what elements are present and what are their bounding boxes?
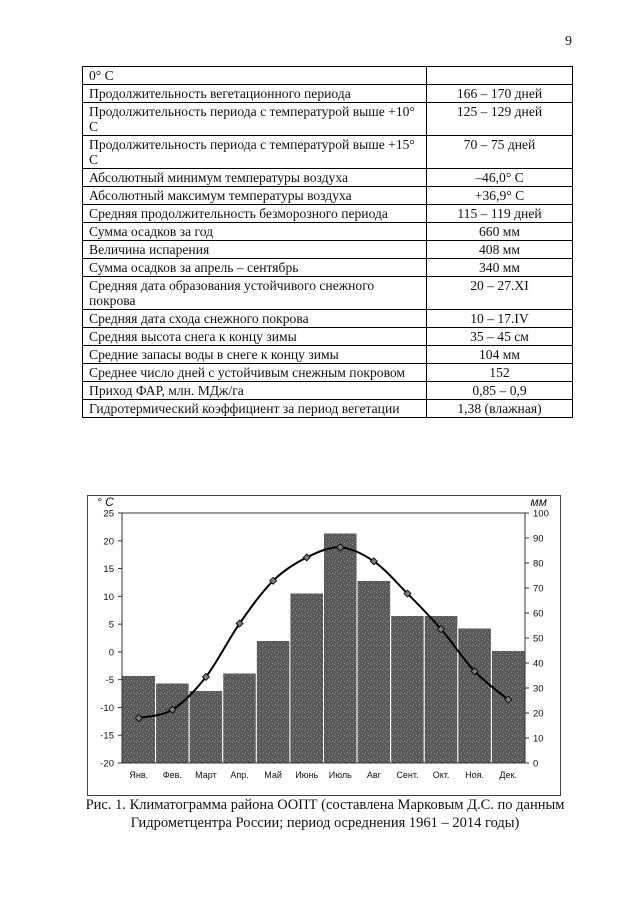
- month-label: Март: [195, 770, 217, 780]
- left-tick-label: 15: [103, 564, 114, 576]
- left-tick-label: -15: [100, 730, 114, 742]
- right-tick-label: 40: [533, 658, 544, 670]
- parameter-cell: Гидротермический коэффициент за период вегетации: [83, 400, 427, 418]
- page-number: 9: [565, 34, 572, 49]
- left-tick-label: 25: [103, 508, 114, 520]
- value-cell: 152: [427, 364, 573, 382]
- parameter-cell: Сумма осадков за год: [83, 223, 427, 241]
- table-row: [83, 346, 573, 364]
- table-row: [83, 259, 573, 277]
- value-cell: 166 – 170 дней: [427, 85, 573, 103]
- value-cell: 115 – 119 дней: [427, 205, 573, 223]
- bar-precipitation: [256, 641, 290, 764]
- value-cell: +36,9° С: [427, 187, 573, 205]
- month-label: Июль: [328, 770, 352, 780]
- parameter-cell: Продолжительность периода с температурой выше +10° С: [83, 103, 427, 136]
- month-label: Окт.: [432, 770, 450, 780]
- month-label: Ноя.: [465, 770, 485, 780]
- bar-precipitation: [491, 651, 525, 764]
- table-row: [83, 136, 573, 169]
- parameter-cell: Средняя дата схода снежного покрова: [83, 310, 427, 328]
- climatogram-chart: [87, 495, 561, 796]
- value-cell: 1,38 (влажная): [427, 400, 573, 418]
- parameter-cell: Приход ФАР, млн. МДж/га: [83, 382, 427, 400]
- right-axis-label: мм: [530, 495, 547, 509]
- table-row: [83, 205, 573, 223]
- table-row: [83, 67, 573, 85]
- right-tick-label: 30: [533, 683, 544, 695]
- value-cell: 408 мм: [427, 241, 573, 259]
- parameter-cell: Среднее число дней с устойчивым снежным покровом: [83, 364, 427, 382]
- month-label: Май: [264, 770, 282, 780]
- left-tick-label: 0: [108, 647, 114, 659]
- table-row: [83, 277, 573, 310]
- bar-precipitation: [458, 628, 492, 763]
- parameter-cell: Величина испарения: [83, 241, 427, 259]
- parameter-cell: Средняя высота снега к концу зимы: [83, 328, 427, 346]
- table-row: [83, 187, 573, 205]
- climatogram-svg: [87, 495, 561, 796]
- bar-precipitation: [156, 683, 190, 763]
- right-tick-label: 50: [533, 633, 544, 645]
- parameter-cell: Средние запасы воды в снеге к концу зимы: [83, 346, 427, 364]
- table-row: [83, 241, 573, 259]
- right-tick-label: 80: [533, 558, 544, 570]
- parameter-cell: Средняя дата образования устойчивого снежного покрова: [83, 277, 427, 310]
- table-row: [83, 103, 573, 136]
- value-cell: 0,85 – 0,9: [427, 382, 573, 400]
- left-tick-label: -5: [105, 675, 114, 687]
- value-cell: –46,0° С: [427, 169, 573, 187]
- climate-parameters-table: [82, 66, 573, 418]
- table-row: [83, 400, 573, 418]
- right-tick-label: 20: [533, 708, 544, 720]
- parameter-cell: Продолжительность вегетационного периода: [83, 85, 427, 103]
- right-tick-label: 10: [533, 733, 544, 745]
- table-row: [83, 310, 573, 328]
- month-label: Авг: [366, 770, 381, 780]
- value-cell: 125 – 129 дней: [427, 103, 573, 136]
- value-cell: 70 – 75 дней: [427, 136, 573, 169]
- value-cell: 10 – 17.IV: [427, 310, 573, 328]
- table-row: [83, 223, 573, 241]
- right-tick-label: 0: [533, 758, 539, 770]
- bar-precipitation: [189, 691, 223, 764]
- bar-precipitation: [223, 673, 257, 763]
- left-axis-label: ° С: [97, 495, 114, 509]
- value-cell: 35 – 45 см: [427, 328, 573, 346]
- value-cell: 340 мм: [427, 259, 573, 277]
- bar-precipitation: [357, 581, 391, 764]
- figure-caption: Рис. 1. Климатограмма района ООПТ (составлена Марковым Д.С. по данным Гидрометцентра России; период осреднения 1961 – 2014 годы): [85, 797, 565, 831]
- parameter-cell: 0° С: [83, 67, 427, 85]
- left-tick-label: -10: [100, 702, 114, 714]
- bar-precipitation: [424, 616, 458, 764]
- parameter-cell: Сумма осадков за апрель – сентябрь: [83, 259, 427, 277]
- month-label: Дек.: [499, 770, 517, 780]
- right-tick-label: 100: [533, 508, 549, 520]
- parameter-cell: Средняя продолжительность безморозного периода: [83, 205, 427, 223]
- parameter-cell: Абсолютный максимум температуры воздуха: [83, 187, 427, 205]
- month-label: Янв.: [129, 770, 149, 780]
- month-label: Апр.: [230, 770, 249, 780]
- right-tick-label: 90: [533, 533, 544, 545]
- value-cell: 20 – 27.XI: [427, 277, 573, 310]
- table-row: [83, 85, 573, 103]
- month-label: Фев.: [162, 770, 182, 780]
- bar-precipitation: [391, 616, 425, 764]
- bar-precipitation: [290, 593, 324, 763]
- value-cell: 104 мм: [427, 346, 573, 364]
- parameter-cell: Абсолютный минимум температуры воздуха: [83, 169, 427, 187]
- left-tick-label: -20: [100, 758, 114, 770]
- right-tick-label: 60: [533, 608, 544, 620]
- bar-precipitation: [324, 533, 358, 763]
- parameter-cell: Продолжительность периода с температурой выше +15° С: [83, 136, 427, 169]
- left-tick-label: 20: [103, 536, 114, 548]
- left-tick-label: 10: [103, 591, 114, 603]
- table-row: [83, 382, 573, 400]
- right-tick-label: 70: [533, 583, 544, 595]
- month-label: Сент.: [396, 770, 419, 780]
- table-row: [83, 328, 573, 346]
- value-cell: [427, 67, 573, 85]
- value-cell: 660 мм: [427, 223, 573, 241]
- temperature-point: [303, 554, 310, 561]
- month-label: Июнь: [295, 770, 319, 780]
- left-tick-label: 5: [108, 619, 114, 631]
- table-row: [83, 169, 573, 187]
- table-row: [83, 364, 573, 382]
